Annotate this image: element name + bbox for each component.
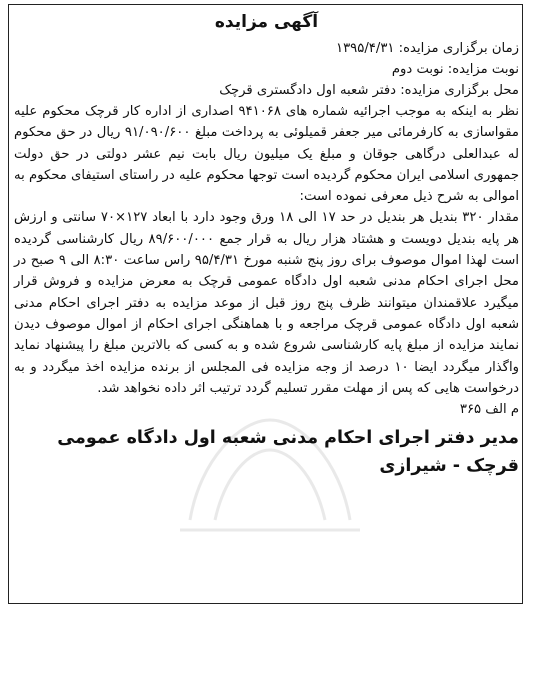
notice-code: م الف ۳۶۵ [459, 402, 519, 418]
notice-signature: مدیر دفتر اجرای احکام مدنی شعبه اول دادگاه عمومی قرچک - شیرازی [57, 428, 519, 477]
auction-date: زمان برگزاری مزایده: ۱۳۹۵/۴/۳۱ [336, 41, 519, 56]
notice-paragraph-property: مقدار ۳۲۰ بندیل هر بندیل در حد ۱۷ الی ۱۸ ورق وجود دارد با ابعاد ۱۲۷×۷۰ سانتی و ارزش هر پایه بندیل دویست و هشتاد هزار ریال به قرار جمع ۸۹/۶۰۰/۰۰۰ ریال کارشناسی گردیده است لهذا اموال موصوف برای روز پنج شنبه مورخ ۹۵/۴/۳۱ راس ساعت ۸:۳۰ الی ۹ صبح در محل اجرای احکام مدنی شعبه اول دادگاه عمومی قرچک به معرض مزایده و فروش قرار میگیرد علاقمندان میتوانند ظرف پنج روز قبل از موعد مزایده به دفتر اجرای احکام مدنی شعبه اول دادگاه عمومی قرچک مراجعه و با هماهنگی اجرای احکام از اموال موصوف دیدن نمایند مزایده از مبلغ پایه کارشناسی شروع شده و به کسی که بالاترین مبلغ را پیشنهاد نماید واگذار میگردد ایضا ۱۰ درصد از وجه مزایده فی المجلس از برنده مزایده اخذ میگردد و به درخواست هایی که پس از مهلت مقرر تسلیم گردد ترتیب اثر داده نخواهد شد. [14, 210, 520, 396]
notice-title: آگهی مزایده [214, 12, 319, 32]
auction-place: محل برگزاری مزایده: دفتر شعبه اول دادگستری قرچک [219, 83, 519, 98]
notice-content [14, 8, 519, 602]
notice-paragraph-judgment: نظر به اینکه به موجب اجرائیه شماره های ۹۴۱۰۶۸ اصداری از اداره کار قرچک محکوم علیه مقواسازی به کارفرمائی میر جعفر قمیلوئی به پرداخت مبلغ ۹۱/۰۹۰/۶۰۰ ریال در حق محکوم له عبدالعلی درگاهی جوقان و مبلغ یک میلیون ریال بابت نیم عشر دولتی در حق دولت جمهوری اسلامی ایران محکوم گردیده است توجها محکوم علیه در راستای استیفای محکوم به اموالی به شرح ذیل معرفی نموده است: [14, 104, 519, 205]
auction-round: نوبت مزایده: نوبت دوم [391, 62, 519, 77]
